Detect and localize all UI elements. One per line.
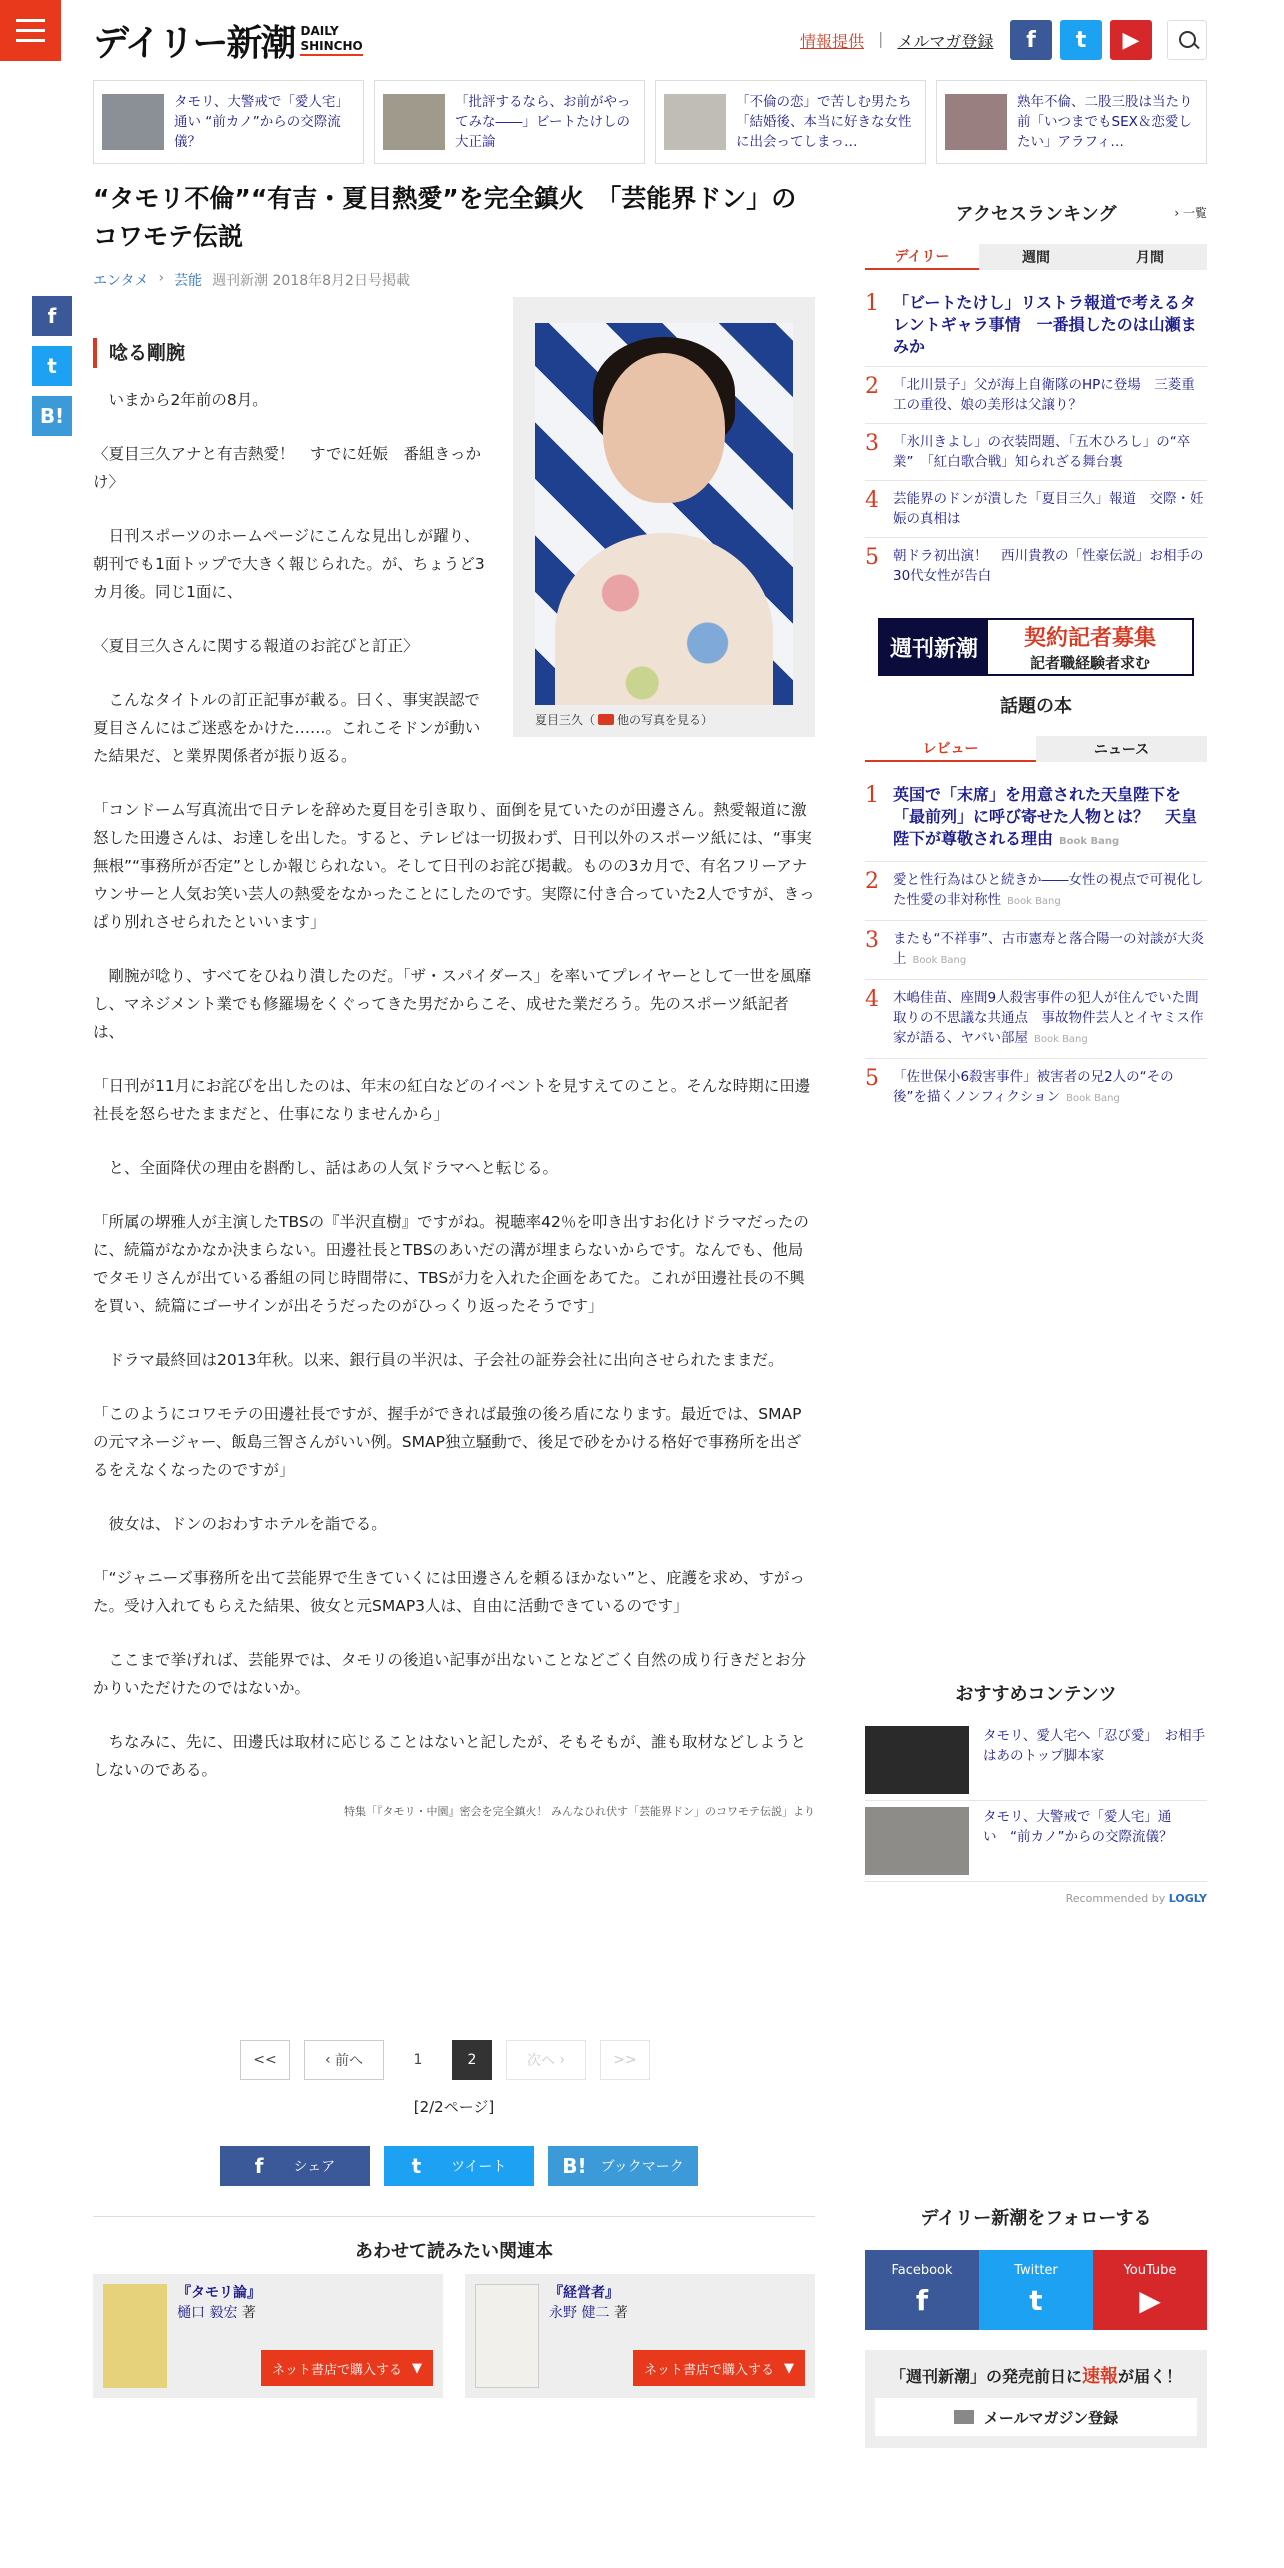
list-item[interactable]: 4 木嶋佳苗、座間9人殺害事件の犯人が住んでいた間取りの不思議な共通点 事故物件芸人とイヤミス作家が語る、ヤバい部屋 Book Bang xyxy=(865,980,1207,1059)
list-item[interactable]: 4 芸能界のドンが潰した「夏目三久」報道 交際・妊娠の真相は xyxy=(865,481,1207,538)
paragraph: ドラマ最終回は2013年秋。以来、銀行員の半沢は、子会社の証券会社に出向させられたままだ。 xyxy=(93,1351,784,1369)
chevron-left-icon: ‹ xyxy=(324,2052,336,2068)
article-photo[interactable] xyxy=(535,323,793,705)
next-page-button: 次へ › xyxy=(506,2040,586,2080)
twitter-icon: t xyxy=(411,2154,422,2178)
facebook-share-icon[interactable]: f xyxy=(32,296,72,336)
paragraph: 彼女は、ドンのおわすホテルを詣でる。 xyxy=(93,1515,387,1533)
book-title[interactable]: 『経営者』 xyxy=(549,2285,619,2301)
page-1-button[interactable]: 1 xyxy=(413,2052,423,2068)
paragraph: と、全面降伏の理由を斟酌し、話はあの人気ドラマへと転じる。 xyxy=(93,1159,559,1177)
recruit-banner[interactable]: 週刊新潮 契約記者募集 記者職経験者求む xyxy=(878,618,1194,676)
topic-tabs xyxy=(865,736,1207,762)
paragraph: 「“ジャニーズ事務所を出て芸能界で生きていくには田邊さんを頼るほかない”と、庇護を求め、すがった。受け入れてもらえた結果、彼女と元SMAP3人は、自由に活動できているのです」 xyxy=(93,1569,805,1615)
feature-title: タモリ、大警戒で「愛人宅」通い “前カノ”からの交際流儀？ xyxy=(174,94,349,150)
paragraph: 〈夏目三久アナと有吉熱愛！ すでに妊娠 番組きっかけ〉 xyxy=(93,445,481,491)
chevron-right-icon: › xyxy=(554,2052,566,2068)
logo-japanese: デイリー新潮 xyxy=(93,22,295,64)
pagination xyxy=(240,2040,650,2080)
category-link-entame[interactable]: エンタメ xyxy=(93,273,149,289)
paragraph: 剛腕が唸り、すべてをひねり潰したのだ。「ザ・スパイダース」を率いてプレイヤーとして一世を風靡し、マネジメント業でも修羅場をくぐってきた男だからこそ、成せた業だろう。先のスポーツ紙記者は、 xyxy=(93,967,812,1041)
ranking-tabs xyxy=(865,244,1207,270)
list-item[interactable]: 3 「氷川きよし」の衣装問題、「五木ひろし」の“卒業” 「紅白歌合戦」知られざる舞台裏 xyxy=(865,424,1207,481)
category-link-geino[interactable]: 芸能 xyxy=(174,273,203,289)
sidebar xyxy=(865,180,1207,1117)
prev-page-button[interactable]: ‹ 前へ xyxy=(304,2040,384,2080)
tab-daily[interactable]: デイリー xyxy=(865,244,979,270)
book-title[interactable]: 『タモリ論』 xyxy=(177,2285,261,2301)
feature-thumb xyxy=(102,94,164,150)
feature-title: 「不倫の恋」で苦しむ男たち「結婚後、本当に好きな女性に出会ってしまっ… xyxy=(736,94,912,150)
paragraph: いまから2年前の8月。 xyxy=(93,391,268,409)
info-link[interactable]: 情報提供 xyxy=(800,32,865,51)
follow-title: デイリー新潮をフォローする xyxy=(920,2208,1152,2229)
photo-box xyxy=(513,297,815,737)
paragraph: 「このようにコワモテの田邊社長ですが、握手ができれば最強の後ろ盾になります。最近では、SMAPの元マネージャー、飯島三智さんがいい例。SMAP独立騒動で、後足で砂をかける格好で事務所を出ざるをえなくなったのですが」 xyxy=(93,1405,802,1479)
feature-thumb xyxy=(664,94,726,150)
camera-icon xyxy=(598,714,614,725)
meta-chevron-icon: › xyxy=(158,270,165,286)
photo-caption: 夏目三久（ 他の写真を見る） xyxy=(535,713,714,727)
hatena-share-icon[interactable]: B! xyxy=(32,396,72,436)
page-2-button[interactable]: 2 xyxy=(452,2040,492,2080)
tab-monthly[interactable]: 月間 xyxy=(1093,244,1207,270)
list-item[interactable]: 2 「北川景子」父が海上自衛隊のHPに登場 三菱重工の重役、娘の美形は父譲り？ xyxy=(865,367,1207,424)
twitter-share-icon[interactable]: t xyxy=(32,346,72,386)
paragraph: 〈夏目三久さんに関する報道のお詫びと訂正〉 xyxy=(93,637,419,655)
facebook-icon[interactable]: f xyxy=(1010,20,1052,60)
article xyxy=(93,180,815,1826)
logly-credit[interactable]: Recommended by LOGLY xyxy=(1065,1892,1207,1905)
twitter-icon: t xyxy=(1029,2284,1043,2317)
related-book[interactable] xyxy=(93,2274,443,2398)
feature-thumb xyxy=(945,94,1007,150)
article-date: 週刊新潮 2018年8月2日号掲載 xyxy=(212,273,410,289)
list-item[interactable]: 2 愛と性行為はひと続きか――女性の視点で可視化した性愛の非対称性 Book Bang xyxy=(865,862,1207,921)
list-item[interactable]: タモリ、愛人宅へ「忍び愛」 お相手はあのトップ脚本家 xyxy=(865,1720,1207,1801)
paragraph: こんなタイトルの訂正記事が載る。曰く、事実誤認で夏目さんにはご迷惑をかけた……。これこそドンが動いた結果だ、と業界関係者が振り返る。 xyxy=(93,691,481,765)
list-item[interactable]: 1 英国で「末席」を用意された天皇陛下を「最前列」に呼び寄せた人物とは？ 天皇陛下が尊敬される理由 Book Bang xyxy=(865,776,1207,862)
recommend-section xyxy=(865,1680,1207,1905)
follow-facebook-button[interactable]: Facebook f xyxy=(865,2250,979,2330)
youtube-icon[interactable]: ▶ xyxy=(1110,20,1152,60)
follow-section xyxy=(865,2204,1207,2448)
topic-list xyxy=(865,776,1207,1117)
chevron-right-icon: › xyxy=(1174,206,1183,220)
facebook-share-button[interactable]: f シェア xyxy=(220,2146,370,2186)
list-item[interactable]: 5 朝ドラ初出演！ 西川貴教の「性豪伝説」お相手の30代女性が告白 xyxy=(865,545,1204,584)
ranking-title: アクセスランキング › 一覧 xyxy=(955,204,1207,225)
hatena-bookmark-button[interactable]: B! ブックマーク xyxy=(548,2146,698,2186)
newsletter-link[interactable]: メルマガ登録 xyxy=(897,32,994,51)
reco-thumb xyxy=(865,1807,969,1875)
paragraph: 日刊スポーツのホームページにこんな見出しが躍り、朝刊でも1面トップで大きく報じられた。が、ちょうど3カ月後。同じ1面に、 xyxy=(93,527,485,601)
logo-english: DAILY SHINCHO xyxy=(300,24,362,56)
youtube-icon: ▶ xyxy=(1139,2284,1161,2317)
tab-weekly[interactable]: 週間 xyxy=(979,244,1093,270)
feature-card[interactable] xyxy=(93,80,364,164)
first-page-button[interactable]: << xyxy=(240,2040,290,2080)
list-item[interactable]: 5 「佐世保小6殺害事件」被害者の兄2人の“その後”を描くノンフィクション Book Bang xyxy=(865,1066,1174,1105)
feature-title: 「批評するなら、お前がやってみな――」ビートたけしの大正論 xyxy=(455,94,631,150)
topic-books-title: 話題の本 xyxy=(1000,696,1072,717)
feature-card[interactable] xyxy=(936,80,1207,164)
paragraph: ここまで挙げれば、芸能界では、タモリの後追い記事が出ないことなどごく自然の成り行きだとお分かりいただけたのではないか。 xyxy=(93,1651,807,1697)
newsletter-button[interactable]: メールマガジン登録 xyxy=(875,2398,1197,2436)
article-source: 特集「『タモリ・中園』密会を完全鎮火！ みんなひれ伏す「芸能界ドン」のコワモテ伝説」より xyxy=(344,1805,815,1818)
book-author: 樋口 毅宏 著 xyxy=(177,2305,256,2321)
newsletter-text: 「週刊新潮」の発売前日に速報が届く！ xyxy=(889,2366,1183,2387)
paragraph: 「所属の堺雅人が主演したTBSの『半沢直樹』ですがね。視聴率42％を叩き出すお化けドラマだったのに、続篇がなかなか決まらない。田邊社長とTBSのあいだの溝が埋まらないからです。なんでも、他局でタモリさんが出ている番組の同じ時間帯に、TBSが力を入れた企画をあてた。これが田邊社長の不興を買い、続篇にゴーサインが出そうだったのがひっくり返ったそうです」 xyxy=(93,1213,809,1315)
facebook-icon: f xyxy=(254,2154,264,2178)
twitter-share-button[interactable]: t ツイート xyxy=(384,2146,534,2186)
feature-title: 熟年不倫、二股三股は当たり前「いつまでもSEX＆恋愛したい」アラフィ… xyxy=(1017,94,1193,150)
list-item[interactable]: 3 またも“不祥事”、古市憲寿と落合陽一の対談が大炎上 Book Bang xyxy=(865,921,1207,980)
tab-review[interactable]: レビュー xyxy=(865,736,1036,762)
follow-youtube-button[interactable]: YouTube ▶ xyxy=(1093,2250,1207,2330)
follow-twitter-button[interactable]: Twitter t xyxy=(979,2250,1093,2330)
book-cover xyxy=(103,2284,167,2388)
link-separator: | xyxy=(878,29,884,48)
search-icon[interactable] xyxy=(1167,20,1207,60)
caret-down-icon: ▼ xyxy=(784,2360,794,2376)
side-share-bar xyxy=(32,296,72,436)
feature-card[interactable] xyxy=(374,80,645,164)
reco-thumb xyxy=(865,1726,969,1794)
site-logo[interactable] xyxy=(93,20,363,64)
hatena-icon: B! xyxy=(562,2154,587,2178)
page-info: [2/2ページ] xyxy=(413,2098,495,2116)
ranking-list xyxy=(865,284,1207,594)
caret-down-icon: ▼ xyxy=(412,2360,422,2376)
related-books-title: あわせて読みたい関連本 xyxy=(93,2216,815,2263)
list-item[interactable]: タモリ、大警戒で「愛人宅」通い “前カノ”からの交際流儀？ xyxy=(865,1801,1207,1882)
feature-cards xyxy=(93,80,1207,164)
ranking-list-link[interactable]: › 一覧 xyxy=(1174,206,1207,220)
twitter-icon[interactable]: t xyxy=(1060,20,1102,60)
menu-button[interactable] xyxy=(0,0,61,61)
mail-icon xyxy=(954,2410,974,2424)
buy-book-button[interactable]: ネット書店で購入する ▼ xyxy=(261,2350,433,2386)
feature-card[interactable] xyxy=(655,80,926,164)
feature-thumb xyxy=(383,94,445,150)
section-subhead: 唸る剛腕 xyxy=(93,338,493,368)
related-book[interactable] xyxy=(465,2274,815,2398)
article-meta xyxy=(93,270,815,290)
last-page-button: >> xyxy=(600,2040,650,2080)
recommend-title: おすすめコンテンツ xyxy=(955,1684,1117,1705)
newsletter-box xyxy=(865,2350,1207,2448)
more-photos-link[interactable]: 他の写真を見る） xyxy=(617,713,714,727)
paragraph: ちなみに、先に、田邊氏は取材に応じることはないと記したが、そもそもが、誰も取材などしようとしないのである。 xyxy=(93,1733,807,1779)
buy-book-button[interactable]: ネット書店で購入する ▼ xyxy=(633,2350,805,2386)
book-author: 永野 健二 著 xyxy=(549,2305,628,2321)
facebook-icon: f xyxy=(915,2284,929,2317)
list-item[interactable]: 1 「ビートたけし」リストラ報道で考えるタレントギャラ事情 一番損したのは山瀬まみか xyxy=(865,284,1207,367)
paragraph: 「コンドーム写真流出で日テレを辞めた夏目を引き取り、面倒を見ていたのが田邊さん。熱愛報道に激怒した田邊さんは、お達しを出した。すると、テレビは一切扱わず、日刊以外のスポーツ紙には、“事実無根”“事務所が否定”としか報じられない。そして日刊のお詫び掲載。ものの3カ月で、有名フリーアナウンサーと人気お笑い芸人の熱愛をなかったことにしたのです。実際に付き合っていた2人ですが、きっぱり別れさせられたといいます」 xyxy=(93,801,815,931)
paragraph: 「日刊が11月にお詫びを出したのは、年末の紅白などのイベントを見すえてのこと。そんな時期に田邊社長を怒らせたままだと、仕事になりませんから」 xyxy=(93,1077,811,1123)
share-buttons xyxy=(220,2146,698,2186)
tab-news[interactable]: ニュース xyxy=(1036,736,1207,762)
book-cover xyxy=(475,2284,539,2388)
article-title: “タモリ不倫”“有吉・夏目熱愛”を完全鎮火 「芸能界ドン」のコワモテ伝説 xyxy=(93,184,797,251)
